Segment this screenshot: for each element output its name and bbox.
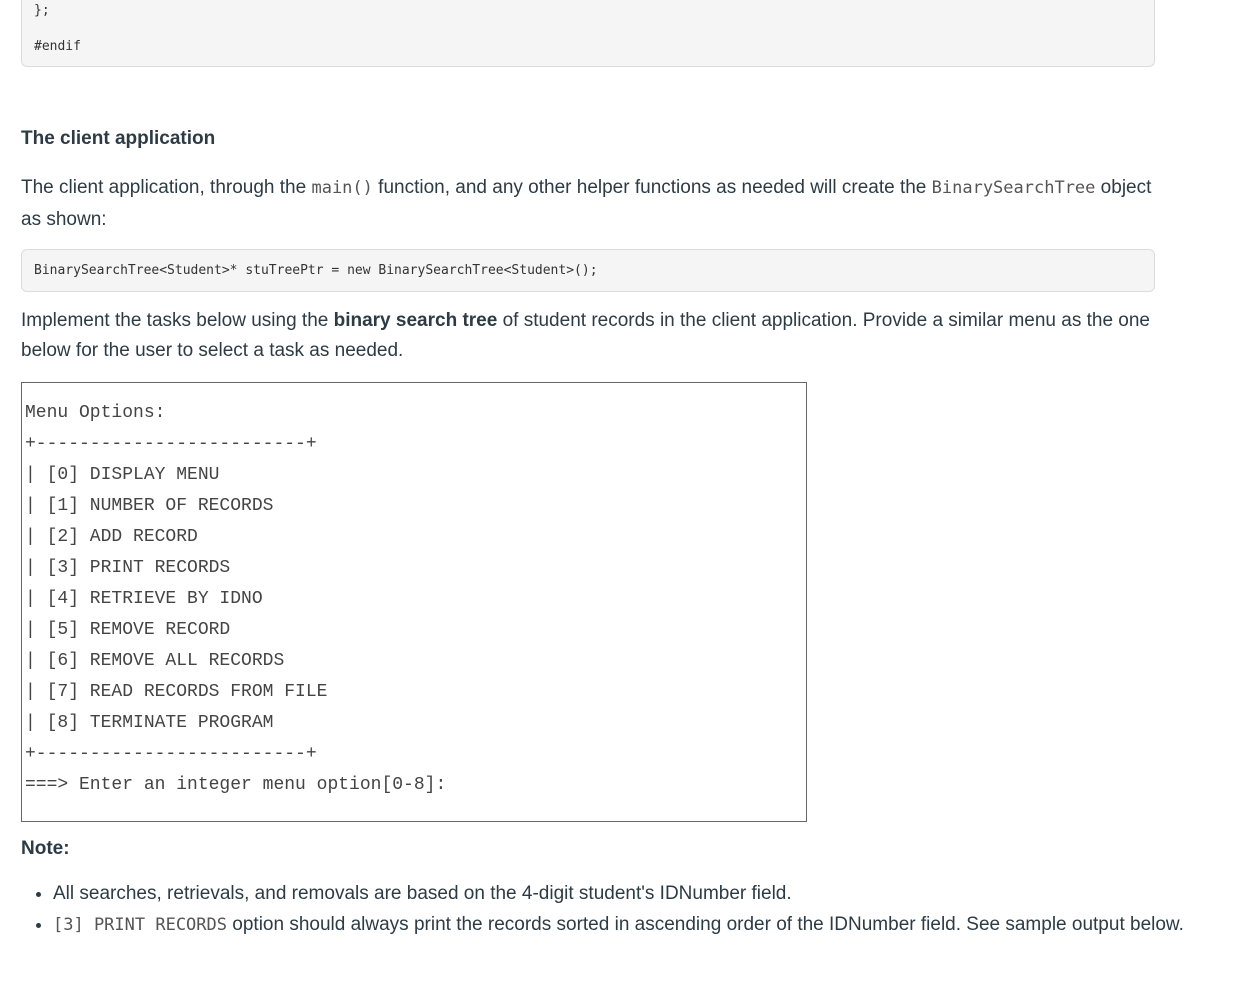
menu-border-bottom: +-------------------------+: [25, 744, 317, 764]
text: The client application, through the: [21, 177, 312, 198]
menu-item: | [3] PRINT RECORDS: [25, 558, 231, 578]
text: All searches, retrievals, and removals are based on the 4-digit student's IDNumber field.: [53, 883, 792, 904]
menu-item: | [1] NUMBER OF RECORDS: [25, 496, 274, 516]
menu-border-top: +-------------------------+: [25, 434, 317, 454]
inline-code-bst: BinarySearchTree: [931, 178, 1096, 198]
menu-item: | [0] DISPLAY MENU: [25, 465, 220, 485]
intro-paragraph: [21, 172, 1155, 235]
section-heading: The client application: [21, 128, 216, 149]
code-line: #endif: [34, 39, 81, 54]
inline-code-print-records: [3] PRINT RECORDS: [53, 915, 227, 935]
menu-item: | [5] REMOVE RECORD: [25, 620, 231, 640]
bold-term: binary search tree: [333, 310, 498, 331]
code-line: BinarySearchTree<Student>* stuTreePtr = new BinarySearchTree<Student>();: [34, 263, 598, 278]
note-label: Note:: [21, 838, 70, 859]
menu-item: | [8] TERMINATE PROGRAM: [25, 713, 274, 733]
menu-item: | [6] REMOVE ALL RECORDS: [25, 651, 285, 671]
menu-item: | [7] READ RECORDS FROM FILE: [25, 682, 328, 702]
text: object as shown:: [21, 177, 1152, 230]
notes-list: [21, 878, 1187, 941]
inline-code-main: main(): [311, 178, 373, 198]
list-item: [53, 878, 1187, 909]
task-paragraph: [21, 306, 1155, 366]
menu-title: Menu Options:: [25, 403, 166, 423]
menu-prompt: ===> Enter an integer menu option[0-8]:: [25, 775, 447, 795]
menu-box: [21, 382, 807, 822]
code-block-declaration: [21, 249, 1155, 292]
code-block-header-end: [21, 0, 1155, 67]
text: Implement the tasks below using the: [21, 310, 334, 331]
list-item: [53, 909, 1187, 941]
menu-item: | [4] RETRIEVE BY IDNO: [25, 589, 263, 609]
menu-item: | [2] ADD RECORD: [25, 527, 198, 547]
text: option should always print the records sorted in ascending order of the IDNumber field. See sample output below.: [227, 914, 1184, 935]
text: of student records in the client application. Provide a similar menu as the one below for the user to select a task as needed.: [21, 310, 1151, 361]
text: function, and any other helper functions as needed will create the: [372, 177, 932, 198]
code-line: };: [34, 3, 50, 18]
